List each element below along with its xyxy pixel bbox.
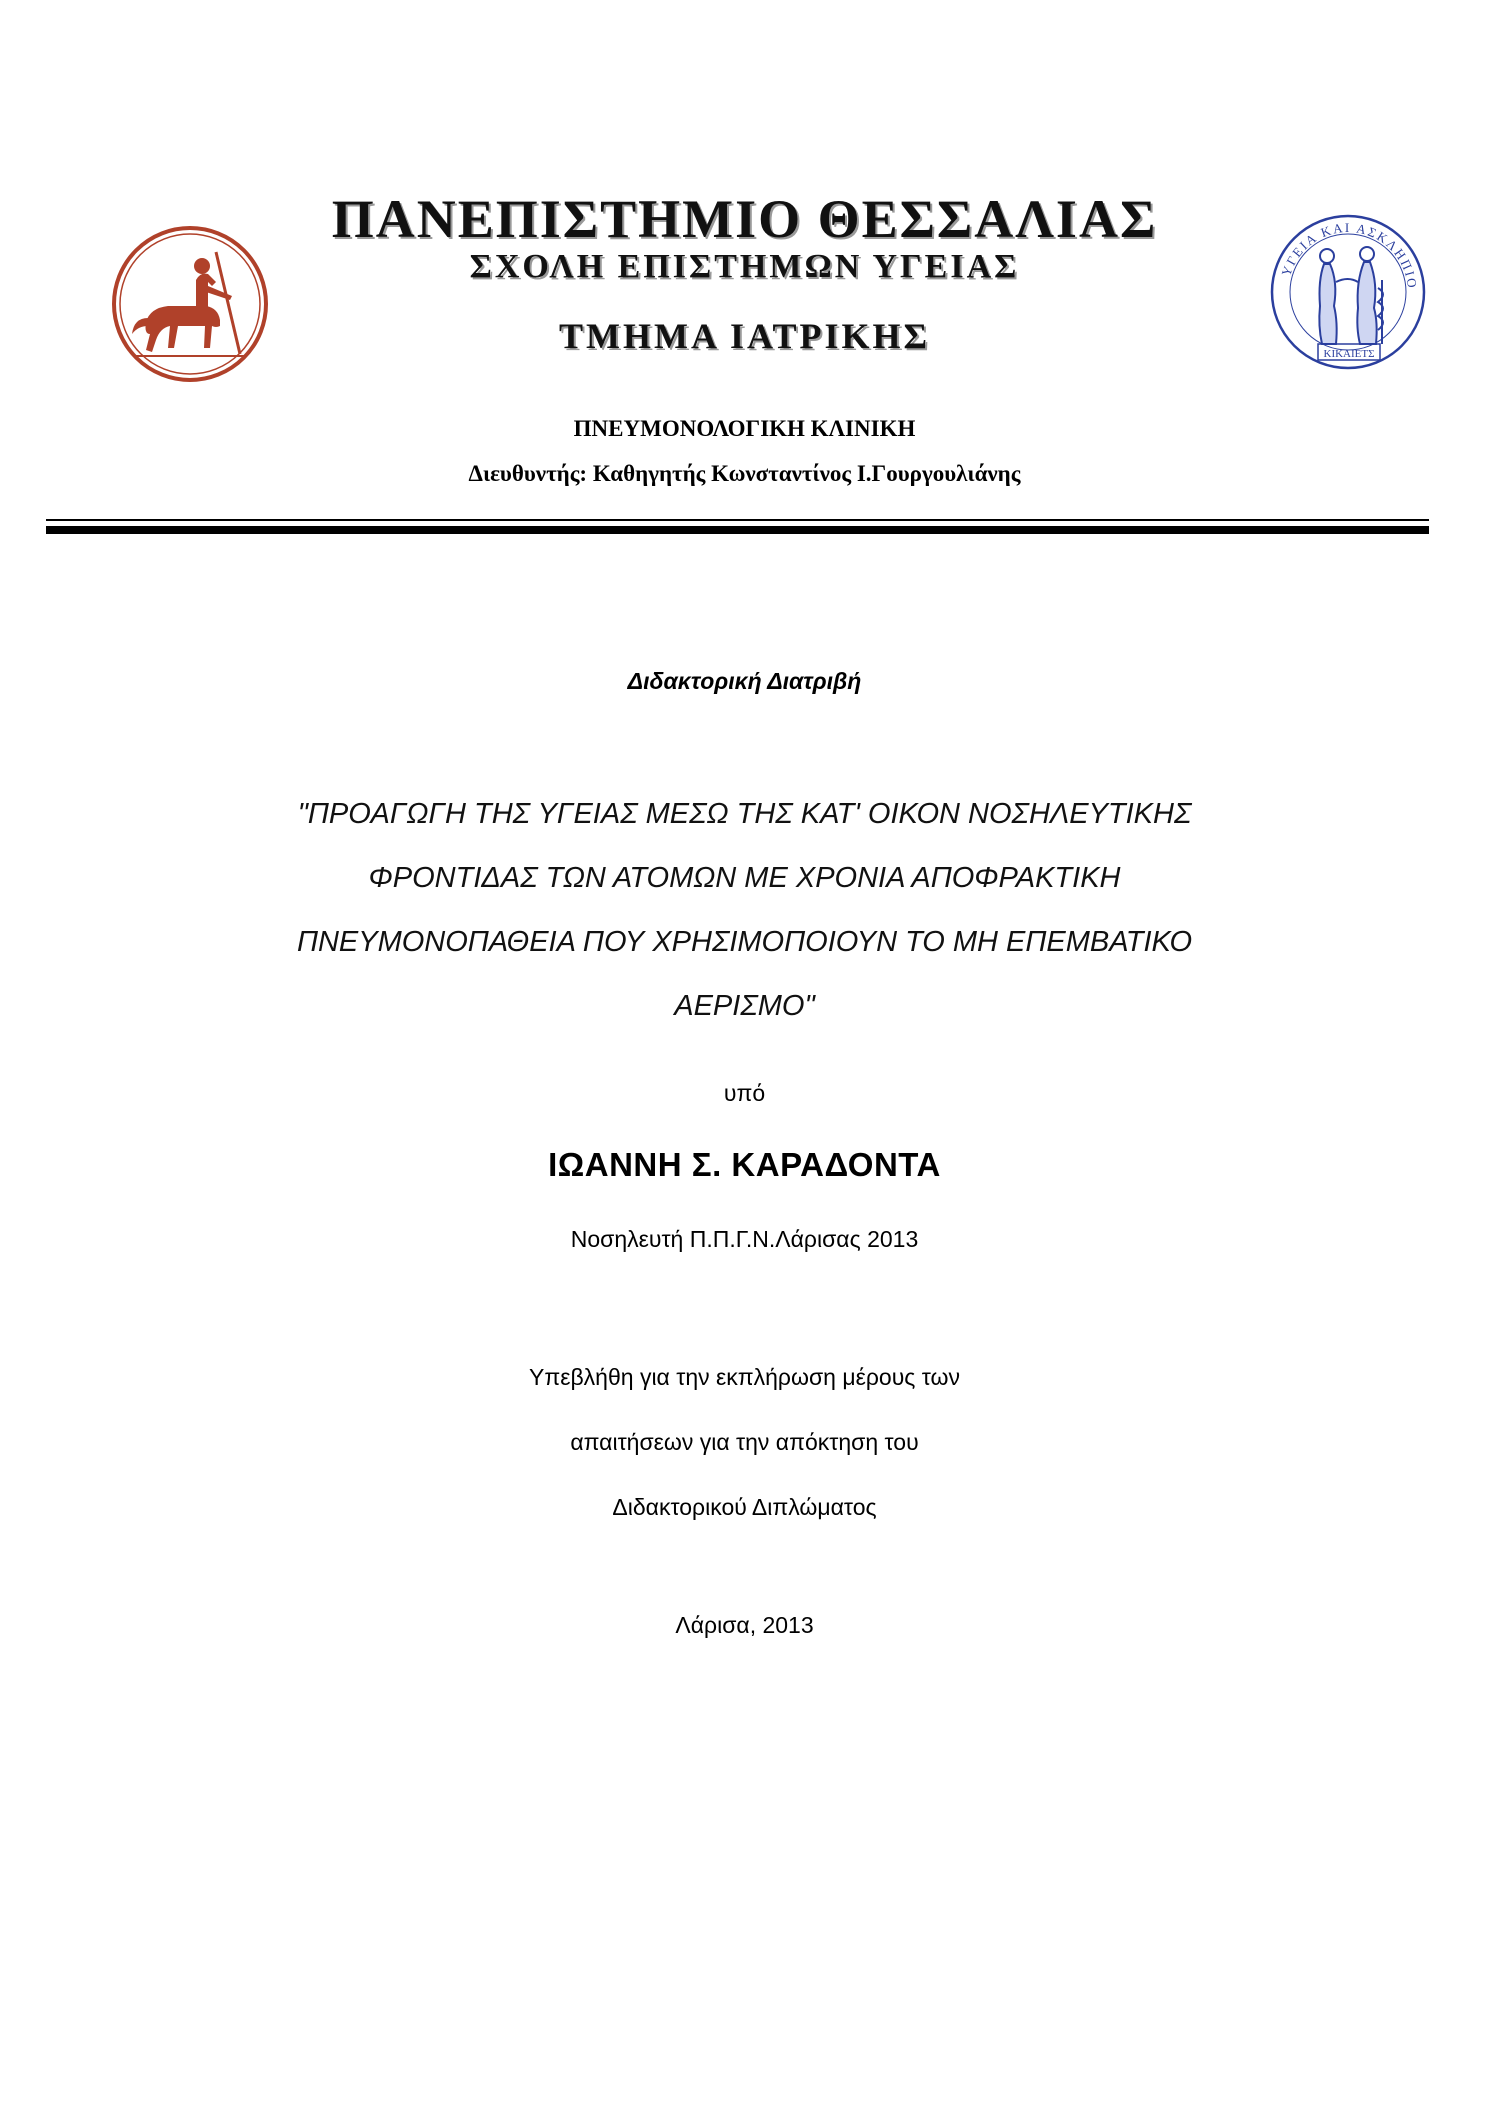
place-date: Λάρισα, 2013	[675, 1612, 814, 1638]
thesis-title	[200, 782, 1289, 1038]
director-line: Διευθυντής: Καθηγητής Κωνσταντίνος Ι.Γουργουλιάνης	[468, 461, 1021, 486]
author-role: Νοσηλευτή Π.Π.Γ.Ν.Λάρισας 2013	[570, 1226, 919, 1252]
author-name: ΙΩΑΝΝΗ Σ. ΚΑΡΑΔΟΝΤΑ	[548, 1146, 941, 1183]
school-name: ΣΧΟΛΗ ΕΠΙΣΤΗΜΩΝ ΥΓΕΙΑΣ	[469, 248, 1020, 285]
seal-bottom-text: ΚΙΚΑΙΕΤΣ	[1323, 348, 1375, 360]
thesis-title-line: ΑΕΡΙΣΜΟ"	[674, 990, 815, 1022]
thesis-title-line: ΦΡΟΝΤΙΔΑΣ ΤΩΝ ΑΤΟΜΩΝ ΜΕ ΧΡΟΝΙΑ ΑΠΟΦΡΑΚΤΙΚΗ	[368, 862, 1121, 894]
submission-line: Διδακτορικού Διπλώματος	[612, 1494, 877, 1520]
submission-statement	[0, 1345, 1489, 1540]
thesis-title-line: "ΠΡΟΑΓΩΓΗ ΤΗΣ ΥΓΕΙΑΣ ΜΕΣΩ ΤΗΣ ΚΑΤ' ΟΙΚΟΝ ΝΟΣΗΛΕΥΤΙΚΗΣ	[297, 798, 1192, 830]
department-name: ΤΜΗΜΑ ΙΑΤΡΙΚΗΣ	[558, 316, 931, 356]
by-label: υπό	[723, 1080, 766, 1106]
document-type: Διδακτορική Διατριβή	[627, 668, 862, 694]
university-name: ΠΑΝΕΠΙΣΤΗΜΙΟ ΘΕΣΣΑΛΙΑΣ	[331, 189, 1158, 249]
submission-line: Υπεβλήθη για την εκπλήρωση μέρους των	[528, 1364, 960, 1390]
thesis-title-line: ΠΝΕΥΜΟΝΟΠΑΘΕΙΑ ΠΟΥ ΧΡΗΣΙΜΟΠΟΙΟΥΝ ΤΟ ΜΗ ΕΠΕΜΒΑΤΙΚΟ	[296, 926, 1193, 958]
header-divider-thin	[46, 519, 1429, 521]
submission-line: απαιτήσεων για την απόκτηση του	[570, 1429, 919, 1455]
header-divider-thick	[46, 526, 1429, 534]
seal-top-text: ΥΓΕΙΑ ΚΑΙ ΑΣΚΛΗΠΙΟ	[1278, 219, 1421, 291]
clinic-name: ΠΝΕΥΜΟΝΟΛΟΓΙΚΗ ΚΛΙΝΙΚΗ	[573, 416, 916, 441]
